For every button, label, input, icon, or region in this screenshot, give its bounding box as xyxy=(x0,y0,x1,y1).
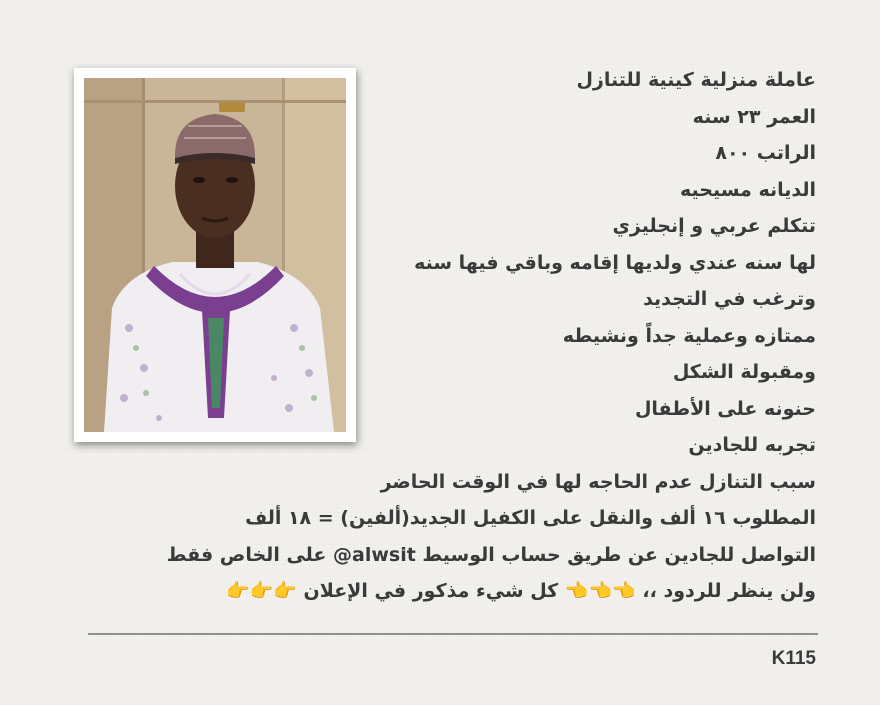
ad-line-title: عاملة منزلية كينية للتنازل xyxy=(576,69,816,91)
ad-text-block xyxy=(166,62,816,610)
ad-line-reason: سبب التنازل عدم الحاجه لها في الوقت الحاضر xyxy=(380,470,816,493)
ad-line-languages: تتكلم عربي و إنجليزي xyxy=(612,215,816,237)
reference-code: K115 xyxy=(771,648,816,669)
ad-line-price: المطلوب ١٦ ألف والنقل على الكفيل الجديد(ألفين) = ١٨ ألف xyxy=(245,507,816,529)
ad-line-note: ولن ينظر للردود ،، 👈👈👈 كل شيء مذكور في الإعلان 👉👉👉 xyxy=(225,580,816,602)
ad-line-contact: التواصل للجادين عن طريق حساب الوسيط alwsit@ على الخاص فقط xyxy=(166,543,816,566)
ad-line-renewal: وترغب في التجديد xyxy=(643,288,816,310)
ad-line-appearance: ومقبولة الشكل xyxy=(672,361,816,383)
ad-line-age: العمر ٢٣ سنه xyxy=(692,105,816,128)
ad-line-religion: الديانه مسيحيه xyxy=(680,178,816,201)
ad-line-qualities: ممتازه وعملية جداً ونشيطه xyxy=(562,324,816,347)
ad-line-trial: تجربه للجادين xyxy=(688,434,816,456)
divider xyxy=(88,633,818,635)
ad-line-residency: لها سنه عندي ولديها إقامه وباقي فيها سنه xyxy=(414,251,816,274)
ad-line-salary: الراتب ٨٠٠ xyxy=(715,142,816,164)
ad-line-children: حنونه على الأطفال xyxy=(634,397,816,420)
